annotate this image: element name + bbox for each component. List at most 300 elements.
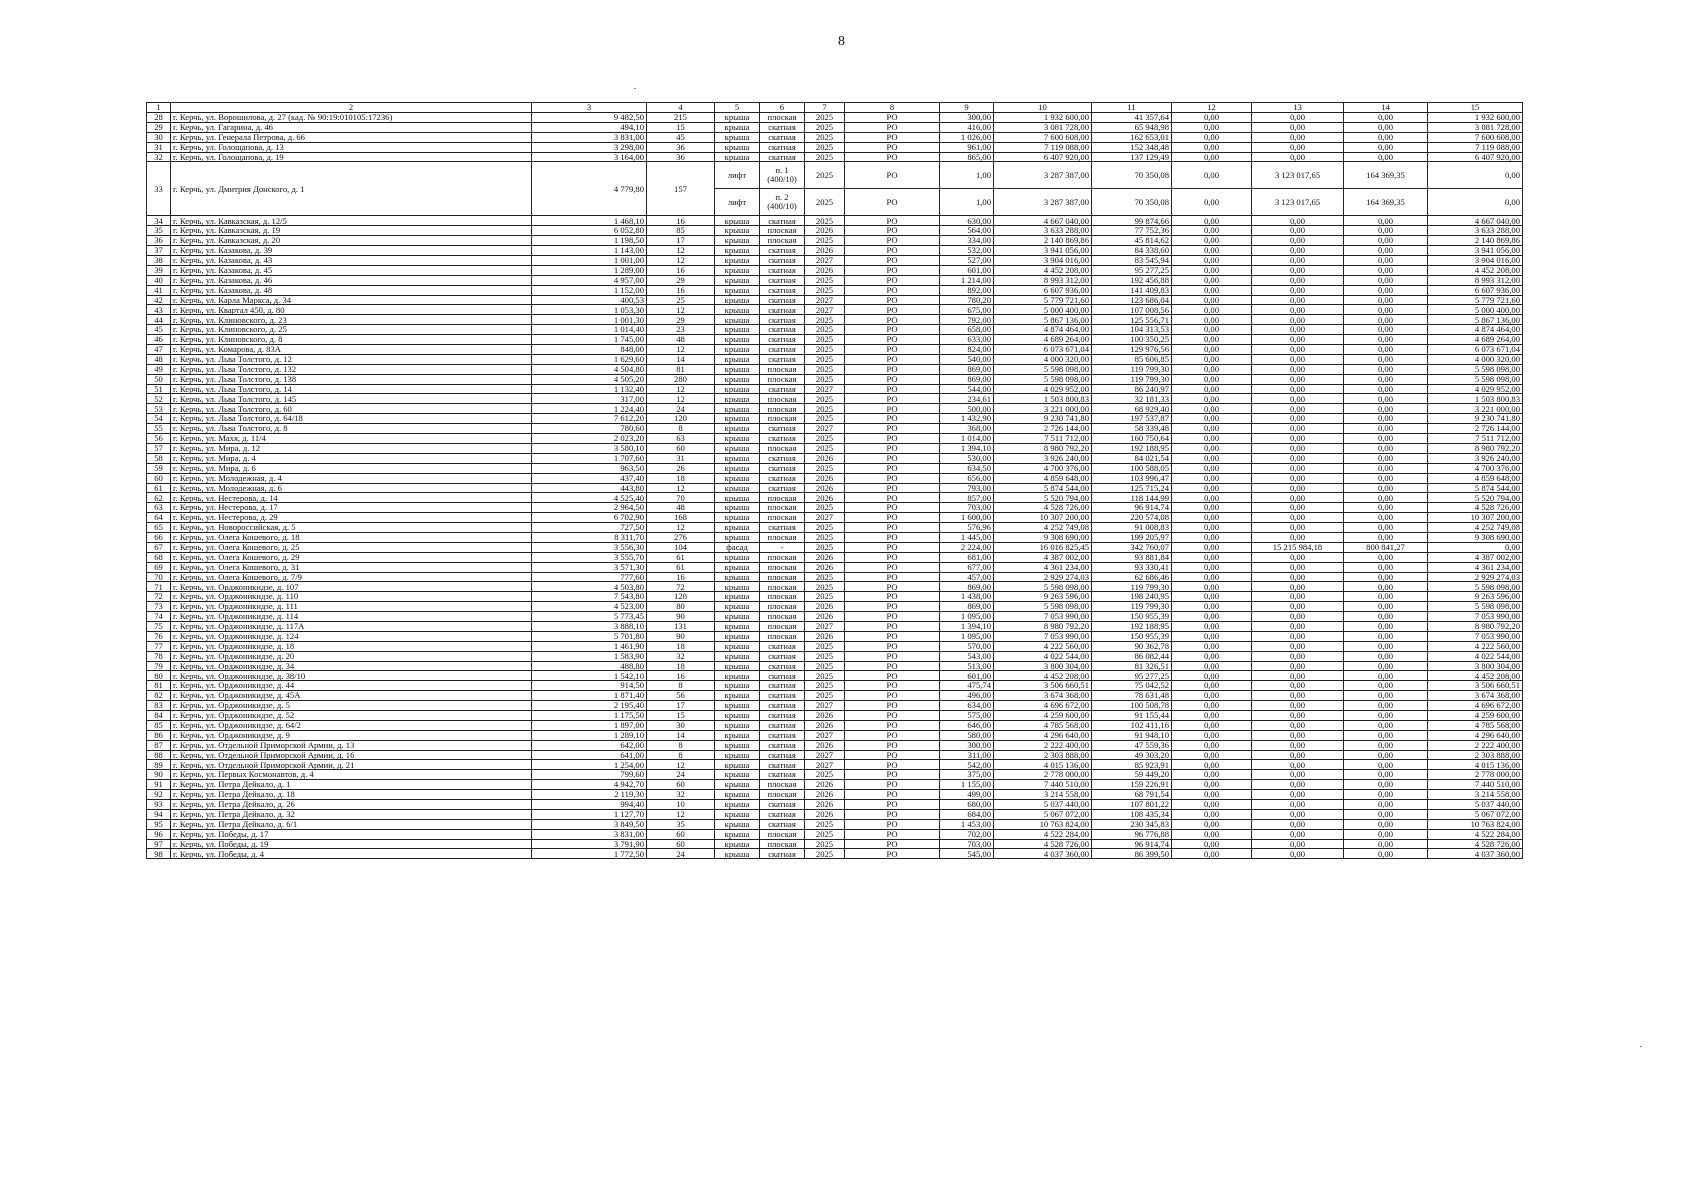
- table-cell: РО: [845, 473, 940, 483]
- table-cell: г. Керчь, ул. Орджоникидзе, д. 38/10: [171, 671, 532, 681]
- table-cell: г. Керчь, ул. Льва Толстого, д. 12: [171, 354, 532, 364]
- table-cell: 0,00: [1344, 720, 1428, 730]
- table-cell: г. Керчь, ул. Олега Кошевого, д. 18: [171, 532, 532, 542]
- table-cell: крыша: [715, 532, 760, 542]
- table-cell: плоская: [760, 513, 805, 523]
- table-cell: 0,00: [1252, 463, 1344, 473]
- table-cell: 848,00: [532, 345, 647, 355]
- table-row: [147, 849, 1523, 859]
- table-cell: 457,00: [940, 572, 994, 582]
- table-cell: 3 926 240,00: [994, 453, 1092, 463]
- table-cell: 0,00: [1252, 691, 1344, 701]
- table-cell: 488,80: [532, 661, 647, 671]
- table-cell: г. Керчь, ул. Орджоникидзе, д. 18: [171, 641, 532, 651]
- table-cell: 0,00: [1172, 621, 1252, 631]
- table-cell: РО: [845, 631, 940, 641]
- table-cell: 98: [147, 849, 171, 859]
- table-cell: крыша: [715, 641, 760, 651]
- table-cell: 532,00: [940, 246, 994, 256]
- column-number-cell: 15: [1428, 103, 1523, 113]
- table-cell: 869,00: [940, 602, 994, 612]
- table-cell: г. Керчь, ул. Победы, д. 4: [171, 849, 532, 859]
- table-cell: 334,00: [940, 236, 994, 246]
- table-cell: 3 633 288,00: [1428, 226, 1523, 236]
- table-cell: 95 277,25: [1092, 265, 1172, 275]
- table-row: [147, 226, 1523, 236]
- table-cell: 2026: [805, 265, 845, 275]
- table-cell: г. Керчь, ул. Орджоникидзе, д. 9: [171, 730, 532, 740]
- table-cell: 1 629,60: [532, 354, 647, 364]
- table-cell: 0,00: [1172, 671, 1252, 681]
- table-cell: 7 511 712,00: [1428, 434, 1523, 444]
- table-cell: 0,00: [1252, 770, 1344, 780]
- table-cell: 162 653,01: [1092, 132, 1172, 142]
- table-cell: 1 095,00: [940, 631, 994, 641]
- table-cell: крыша: [715, 849, 760, 859]
- table-cell: 0,00: [1172, 285, 1252, 295]
- table-cell: РО: [845, 315, 940, 325]
- table-cell: крыша: [715, 364, 760, 374]
- table-cell: 2025: [805, 819, 845, 829]
- table-cell: крыша: [715, 315, 760, 325]
- table-cell: 4 504,80: [532, 364, 647, 374]
- table-cell: 0,00: [1172, 226, 1252, 236]
- table-cell: 2025: [805, 152, 845, 162]
- page-number: 8: [838, 34, 845, 49]
- table-cell: 280: [647, 374, 715, 384]
- table-cell: 8 980 792,20: [994, 621, 1092, 631]
- table-cell: 77 752,36: [1092, 226, 1172, 236]
- table-cell: 86 399,50: [1092, 849, 1172, 859]
- table-cell: 2 929 274,03: [994, 572, 1092, 582]
- table-cell: 97: [147, 839, 171, 849]
- table-cell: крыша: [715, 701, 760, 711]
- table-cell: 118 144,99: [1092, 493, 1172, 503]
- table-cell: 12: [647, 256, 715, 266]
- table-cell: 4 387 002,00: [994, 552, 1092, 562]
- table-row: [147, 552, 1523, 562]
- table-cell: 2026: [805, 552, 845, 562]
- table-cell: крыша: [715, 335, 760, 345]
- table-cell: скатная: [760, 335, 805, 345]
- table-cell: 2025: [805, 671, 845, 681]
- table-cell: 42: [147, 295, 171, 305]
- table-cell: 494,10: [532, 122, 647, 132]
- table-cell: 0,00: [1172, 800, 1252, 810]
- table-cell: 2026: [805, 602, 845, 612]
- table-cell: 5 779 721,60: [994, 295, 1092, 305]
- table-cell: 10 307 200,00: [1428, 513, 1523, 523]
- table-cell: 2027: [805, 384, 845, 394]
- table-cell: 0,00: [1344, 453, 1428, 463]
- table-cell: РО: [845, 132, 940, 142]
- table-cell: 0,00: [1252, 424, 1344, 434]
- table-cell: 4 696 672,00: [1428, 701, 1523, 711]
- table-cell: 0,00: [1252, 132, 1344, 142]
- table-cell: 2027: [805, 305, 845, 315]
- table-row: [147, 216, 1523, 226]
- table-cell: 24: [647, 849, 715, 859]
- table-cell: 1 001,00: [532, 256, 647, 266]
- table-cell: 5 598 098,00: [994, 374, 1092, 384]
- table-cell: 311,00: [940, 750, 994, 760]
- table-cell: 1 014,00: [940, 434, 994, 444]
- table-cell: 0,00: [1172, 483, 1252, 493]
- table-cell: 91: [147, 780, 171, 790]
- table-cell: 84: [147, 710, 171, 720]
- table-cell: 5 598 098,00: [1428, 602, 1523, 612]
- table-cell: 3 800 304,00: [1428, 661, 1523, 671]
- table-cell: 0,00: [1344, 829, 1428, 839]
- table-cell: 0,00: [1172, 839, 1252, 849]
- table-cell: 0,00: [1172, 142, 1252, 152]
- table-cell: 3 298,00: [532, 142, 647, 152]
- table-cell: г. Керчь, ул. Нестерова, д. 29: [171, 513, 532, 523]
- table-cell: 0,00: [1172, 760, 1252, 770]
- table-cell: крыша: [715, 113, 760, 123]
- table-cell: 2025: [805, 354, 845, 364]
- table-cell: 59 449,20: [1092, 770, 1172, 780]
- table-cell: 0,00: [1344, 256, 1428, 266]
- table-cell: 0,00: [1344, 493, 1428, 503]
- table-cell: скатная: [760, 424, 805, 434]
- table-cell: 72: [647, 582, 715, 592]
- table-cell: крыша: [715, 325, 760, 335]
- table-cell: 0,00: [1344, 122, 1428, 132]
- table-cell: г. Керчь, ул. Орджоникидзе, д. 44: [171, 681, 532, 691]
- table-cell: крыша: [715, 453, 760, 463]
- table-row: [147, 701, 1523, 711]
- table-cell: 2026: [805, 710, 845, 720]
- table-cell: 0,00: [1344, 216, 1428, 226]
- table-cell: 81: [147, 681, 171, 691]
- table-cell: плоская: [760, 582, 805, 592]
- table-cell: крыша: [715, 256, 760, 266]
- table-cell: 9 308 690,00: [994, 532, 1092, 542]
- table-cell: 32: [647, 651, 715, 661]
- table-cell: 0,00: [1344, 532, 1428, 542]
- table-cell: 3 941 056,00: [994, 246, 1092, 256]
- table-cell: 2025: [805, 542, 845, 552]
- table-cell: РО: [845, 189, 940, 216]
- table-cell: 2025: [805, 122, 845, 132]
- table-cell: 84 021,54: [1092, 453, 1172, 463]
- table-cell: 85 923,91: [1092, 760, 1172, 770]
- table-cell: 0,00: [1172, 473, 1252, 483]
- table-cell: РО: [845, 681, 940, 691]
- table-cell: 0,00: [1172, 122, 1252, 132]
- table-cell: г. Керчь, ул. Орджоникидзе, д. 117А: [171, 621, 532, 631]
- table-cell: 4 700 376,00: [994, 463, 1092, 473]
- table-cell: 0,00: [1344, 295, 1428, 305]
- table-cell: 2 778 000,00: [994, 770, 1092, 780]
- table-cell: плоская: [760, 414, 805, 424]
- table-cell: крыша: [715, 710, 760, 720]
- table-cell: крыша: [715, 621, 760, 631]
- table-row: [147, 275, 1523, 285]
- table-cell: 1 438,00: [940, 592, 994, 602]
- table-cell: 4 523,00: [532, 602, 647, 612]
- table-cell: 437,40: [532, 473, 647, 483]
- table-cell: 2027: [805, 730, 845, 740]
- table-cell: г. Керчь, ул. Льва Толстого, д. 14: [171, 384, 532, 394]
- table-cell: 8 993 312,00: [994, 275, 1092, 285]
- table-cell: 18: [647, 473, 715, 483]
- table-cell: 1 095,00: [940, 612, 994, 622]
- table-cell: РО: [845, 513, 940, 523]
- table-row: [147, 162, 1523, 189]
- table-cell: 0,00: [1172, 552, 1252, 562]
- table-row: [147, 364, 1523, 374]
- table-cell: 5 598 098,00: [1428, 374, 1523, 384]
- table-cell: 658,00: [940, 325, 994, 335]
- table-body: [147, 103, 1523, 859]
- table-cell: 5 867 136,00: [994, 315, 1092, 325]
- table-cell: 4 700 376,00: [1428, 463, 1523, 473]
- table-cell: 0,00: [1344, 809, 1428, 819]
- table-cell: 15 215 984,18: [1252, 542, 1344, 552]
- table-cell: 0,00: [1344, 305, 1428, 315]
- table-cell: 8 980 792,20: [994, 443, 1092, 453]
- table-cell: крыша: [715, 760, 760, 770]
- table-cell: 61: [647, 552, 715, 562]
- table-cell: г. Керчь, ул. Льва Толстого, д. 132: [171, 364, 532, 374]
- table-cell: 3 633 288,00: [994, 226, 1092, 236]
- table-cell: 2 726 144,00: [994, 424, 1092, 434]
- table-cell: 0,00: [1344, 760, 1428, 770]
- table-cell: 0,00: [1172, 790, 1252, 800]
- table-cell: 0,00: [1172, 770, 1252, 780]
- table-cell: 9 230 741,80: [1428, 414, 1523, 424]
- table-cell: 0,00: [1172, 404, 1252, 414]
- table-cell: 0,00: [1344, 552, 1428, 562]
- table-cell: 703,00: [940, 503, 994, 513]
- table-cell: 869,00: [940, 374, 994, 384]
- table-cell: 300,00: [940, 740, 994, 750]
- table-cell: 1 461,90: [532, 641, 647, 651]
- table-cell: 684,00: [940, 809, 994, 819]
- table-cell: 4 528 726,00: [1428, 503, 1523, 513]
- table-cell: г. Керчь, ул. Льва Толстого, д. 60: [171, 404, 532, 414]
- table-cell: 0,00: [1344, 592, 1428, 602]
- table-cell: 544,00: [940, 384, 994, 394]
- table-cell: крыша: [715, 394, 760, 404]
- table-cell: 3 941 056,00: [1428, 246, 1523, 256]
- table-cell: 2025: [805, 285, 845, 295]
- table-cell: 1 026,00: [940, 132, 994, 142]
- table-cell: плоская: [760, 113, 805, 123]
- table-row: [147, 621, 1523, 631]
- table-cell: крыша: [715, 246, 760, 256]
- table-cell: 87: [147, 740, 171, 750]
- table-cell: 540,00: [940, 354, 994, 364]
- table-cell: 1,00: [940, 162, 994, 189]
- table-cell: 0,00: [1252, 592, 1344, 602]
- table-cell: 0,00: [1252, 750, 1344, 760]
- table-cell: 677,00: [940, 562, 994, 572]
- table-cell: 914,50: [532, 681, 647, 691]
- table-cell: 70 350,08: [1092, 162, 1172, 189]
- table-cell: 0,00: [1344, 315, 1428, 325]
- table-cell: 119 799,30: [1092, 582, 1172, 592]
- table-cell: 45 814,62: [1092, 236, 1172, 246]
- table-cell: г. Керчь, ул. Махя, д. 11/4: [171, 434, 532, 444]
- table-cell: п. 2 (400/10): [760, 189, 805, 216]
- table-cell: г. Керчь, ул. Орджоникидзе, д. 20: [171, 651, 532, 661]
- table-cell: 1 155,00: [940, 780, 994, 790]
- table-cell: 633,00: [940, 335, 994, 345]
- table-cell: 0,00: [1344, 473, 1428, 483]
- table-cell: 37: [147, 246, 171, 256]
- table-cell: 7 440 510,00: [994, 780, 1092, 790]
- table-cell: 865,00: [940, 152, 994, 162]
- table-cell: 4 859 648,00: [994, 473, 1092, 483]
- table-cell: скатная: [760, 305, 805, 315]
- table-row: [147, 315, 1523, 325]
- table-cell: г. Керчь, ул. Победы, д. 17: [171, 829, 532, 839]
- scan-speck: [1640, 1046, 1642, 1047]
- table-cell: крыша: [715, 829, 760, 839]
- table-cell: 31: [147, 142, 171, 152]
- table-cell: крыша: [715, 839, 760, 849]
- table-cell: 1 214,00: [940, 275, 994, 285]
- table-cell: 16: [647, 265, 715, 275]
- table-cell: 5 598 098,00: [1428, 582, 1523, 592]
- table-row: [147, 434, 1523, 444]
- table-cell: РО: [845, 780, 940, 790]
- table-cell: 496,00: [940, 691, 994, 701]
- table-cell: 400,53: [532, 295, 647, 305]
- table-cell: 159 226,91: [1092, 780, 1172, 790]
- table-cell: 25: [647, 295, 715, 305]
- table-cell: 119 799,30: [1092, 364, 1172, 374]
- table-cell: г. Керчь, ул. Клиновского, д. 25: [171, 325, 532, 335]
- table-cell: плоская: [760, 621, 805, 631]
- table-cell: г. Керчь, ул. Орджоникидзе, д. 45А: [171, 691, 532, 701]
- table-cell: РО: [845, 434, 940, 444]
- table-cell: скатная: [760, 523, 805, 533]
- table-cell: 91 008,83: [1092, 523, 1172, 533]
- table-cell: 0,00: [1344, 434, 1428, 444]
- table-cell: 3 831,00: [532, 829, 647, 839]
- table-cell: г. Керчь, ул. Петра Дейкало, д. 18: [171, 790, 532, 800]
- table-cell: 0,00: [1172, 532, 1252, 542]
- table-row: [147, 345, 1523, 355]
- table-cell: крыша: [715, 582, 760, 592]
- table-cell: 7 119 088,00: [1428, 142, 1523, 152]
- table-cell: 0,00: [1172, 246, 1252, 256]
- table-cell: 0,00: [1344, 671, 1428, 681]
- table-cell: 0,00: [1252, 285, 1344, 295]
- table-cell: 630,00: [940, 216, 994, 226]
- table-cell: 2025: [805, 463, 845, 473]
- table-cell: 0,00: [1172, 113, 1252, 123]
- table-cell: 119 799,30: [1092, 374, 1172, 384]
- table-cell: РО: [845, 295, 940, 305]
- table-cell: 2 222 400,00: [1428, 740, 1523, 750]
- table-cell: 0,00: [1252, 275, 1344, 285]
- table-cell: скатная: [760, 730, 805, 740]
- table-row: [147, 295, 1523, 305]
- table-cell: 3 926 240,00: [1428, 453, 1523, 463]
- table-cell: 1 707,60: [532, 453, 647, 463]
- column-number-cell: 13: [1252, 103, 1344, 113]
- table-cell: 0,00: [1252, 374, 1344, 384]
- table-cell: 963,50: [532, 463, 647, 473]
- table-cell: 4 957,00: [532, 275, 647, 285]
- table-cell: 0,00: [1252, 641, 1344, 651]
- table-cell: 2025: [805, 345, 845, 355]
- table-cell: 7 119 088,00: [994, 142, 1092, 152]
- table-cell: скатная: [760, 641, 805, 651]
- table-cell: 0,00: [1172, 453, 1252, 463]
- table-cell: РО: [845, 671, 940, 681]
- table-cell: 3 221 000,00: [994, 404, 1092, 414]
- table-cell: 6 407 920,00: [994, 152, 1092, 162]
- table-cell: РО: [845, 113, 940, 123]
- table-row: [147, 113, 1523, 123]
- table-cell: 2026: [805, 809, 845, 819]
- table-cell: г. Керчь, ул. Квартал 450, д. 80: [171, 305, 532, 315]
- table-cell: РО: [845, 335, 940, 345]
- table-cell: 0,00: [1344, 404, 1428, 414]
- table-cell: 14: [647, 730, 715, 740]
- table-row: [147, 592, 1523, 602]
- table-cell: 10: [647, 800, 715, 810]
- table-cell: 129 976,56: [1092, 345, 1172, 355]
- table-cell: 38: [147, 256, 171, 266]
- table-cell: г. Керчь, ул. Новороссийская, д. 5: [171, 523, 532, 533]
- table-cell: 1,00: [940, 189, 994, 216]
- table-cell: РО: [845, 463, 940, 473]
- table-cell: 1 289,10: [532, 730, 647, 740]
- table-cell: 1 014,40: [532, 325, 647, 335]
- table-cell: г. Керчь, ул. Орджоникидзе, д. 107: [171, 582, 532, 592]
- table-cell: 0,00: [1344, 612, 1428, 622]
- table-cell: 36: [647, 152, 715, 162]
- table-cell: 0,00: [1172, 305, 1252, 315]
- table-cell: 570,00: [940, 641, 994, 651]
- table-cell: 2 119,30: [532, 790, 647, 800]
- table-row: [147, 132, 1523, 142]
- table-cell: 2027: [805, 295, 845, 305]
- table-cell: 9 230 741,80: [994, 414, 1092, 424]
- table-cell: 576,96: [940, 523, 994, 533]
- column-number-cell: 4: [647, 103, 715, 113]
- table-cell: 0,00: [1172, 740, 1252, 750]
- table-cell: крыша: [715, 819, 760, 829]
- table-cell: 0,00: [1172, 315, 1252, 325]
- table-cell: 83 545,94: [1092, 256, 1172, 266]
- table-cell: 869,00: [940, 582, 994, 592]
- table-cell: 0,00: [1252, 493, 1344, 503]
- table-cell: 74: [147, 612, 171, 622]
- table-cell: 70 350,08: [1092, 189, 1172, 216]
- table-cell: 0,00: [1344, 414, 1428, 424]
- table-cell: 542,00: [940, 760, 994, 770]
- table-cell: 1 468,10: [532, 216, 647, 226]
- table-cell: 107 801,22: [1092, 800, 1172, 810]
- table-cell: 961,00: [940, 142, 994, 152]
- table-cell: плоская: [760, 839, 805, 849]
- table-cell: 0,00: [1172, 384, 1252, 394]
- column-number-cell: 14: [1344, 103, 1428, 113]
- table-cell: г. Керчь, ул. Казакова, д. 46: [171, 275, 532, 285]
- table-cell: 0,00: [1172, 256, 1252, 266]
- table-cell: 0,00: [1344, 572, 1428, 582]
- table-cell: 634,50: [940, 463, 994, 473]
- table-cell: крыша: [715, 651, 760, 661]
